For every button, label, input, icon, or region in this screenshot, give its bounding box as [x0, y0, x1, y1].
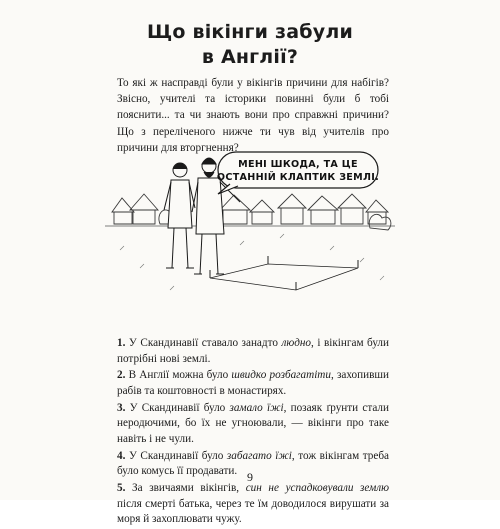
- reason-text: У Скандинавії було: [128, 449, 227, 462]
- reason-emphasis: син не успадковували землю: [245, 482, 390, 495]
- page-title: [100, 20, 400, 70]
- reason-text: після смерті батька, через те їм доводилося вирушати за моря й захоплювати чужу.: [117, 497, 389, 526]
- reason-number: 3.: [117, 401, 126, 414]
- reason-text: В Англії можна було: [128, 369, 232, 382]
- vikings-illustration: [100, 150, 400, 320]
- reason-emphasis: забагато їжі: [226, 449, 292, 462]
- reason-number: 2.: [117, 369, 126, 382]
- reason-item: [117, 368, 389, 399]
- intro-paragraph: То які ж насправді були у вікінгів причини для набігів? Звісно, учителі та історики повинні були б тобі пояснити... та чи знають вони про справжні причини? Що з переліченого нижче ти чув від учителів про причини для вторгнення?: [117, 77, 389, 154]
- reason-text: За звичаями вікінгів,: [132, 482, 246, 495]
- reason-item: [117, 336, 389, 367]
- page-title-line-2: в Англії?: [201, 46, 299, 68]
- reason-emphasis: людно: [281, 337, 312, 349]
- reason-text: , позаяк ґрунти стали неродючими, бо їх не угноювали, — вікінги про таке навіть і не чули.: [117, 401, 389, 445]
- speech-bubble: [217, 152, 379, 194]
- reason-text: У Скандинавії ставало занадто: [128, 337, 282, 349]
- speech-bubble-line-2: ОСТАННІЙ КЛАПТИК ЗЕМЛІ.: [216, 172, 380, 183]
- reason-emphasis: швидко розбагатіти: [231, 369, 331, 382]
- speech-bubble-line-1: МЕНІ ШКОДА, ТА ЦЕ: [238, 159, 358, 170]
- reason-number: 5.: [117, 482, 126, 495]
- reason-text: , і вікінгам були потрібні нові землі.: [117, 337, 389, 365]
- reason-text: , тож вікінгам треба було комусь її продавати.: [117, 449, 389, 478]
- reason-number: 1.: [117, 337, 126, 349]
- grass-marks: [120, 234, 384, 290]
- reason-item: [117, 481, 389, 528]
- reason-item: [117, 401, 389, 448]
- reason-emphasis: замало їжі: [229, 401, 284, 414]
- land-plot: [210, 256, 358, 290]
- page-title-line-1: Що вікінги забули: [147, 21, 353, 43]
- page-number: 9: [247, 470, 253, 484]
- reason-text: , захопивши рабів та коштовності в монастирях.: [117, 369, 389, 397]
- reasons-list: [117, 336, 389, 529]
- viking-left: [164, 163, 195, 268]
- reason-text: У Скандинавії було: [129, 401, 230, 414]
- village-huts: [112, 194, 388, 224]
- trees: [159, 210, 391, 230]
- reason-number: 4.: [117, 449, 126, 462]
